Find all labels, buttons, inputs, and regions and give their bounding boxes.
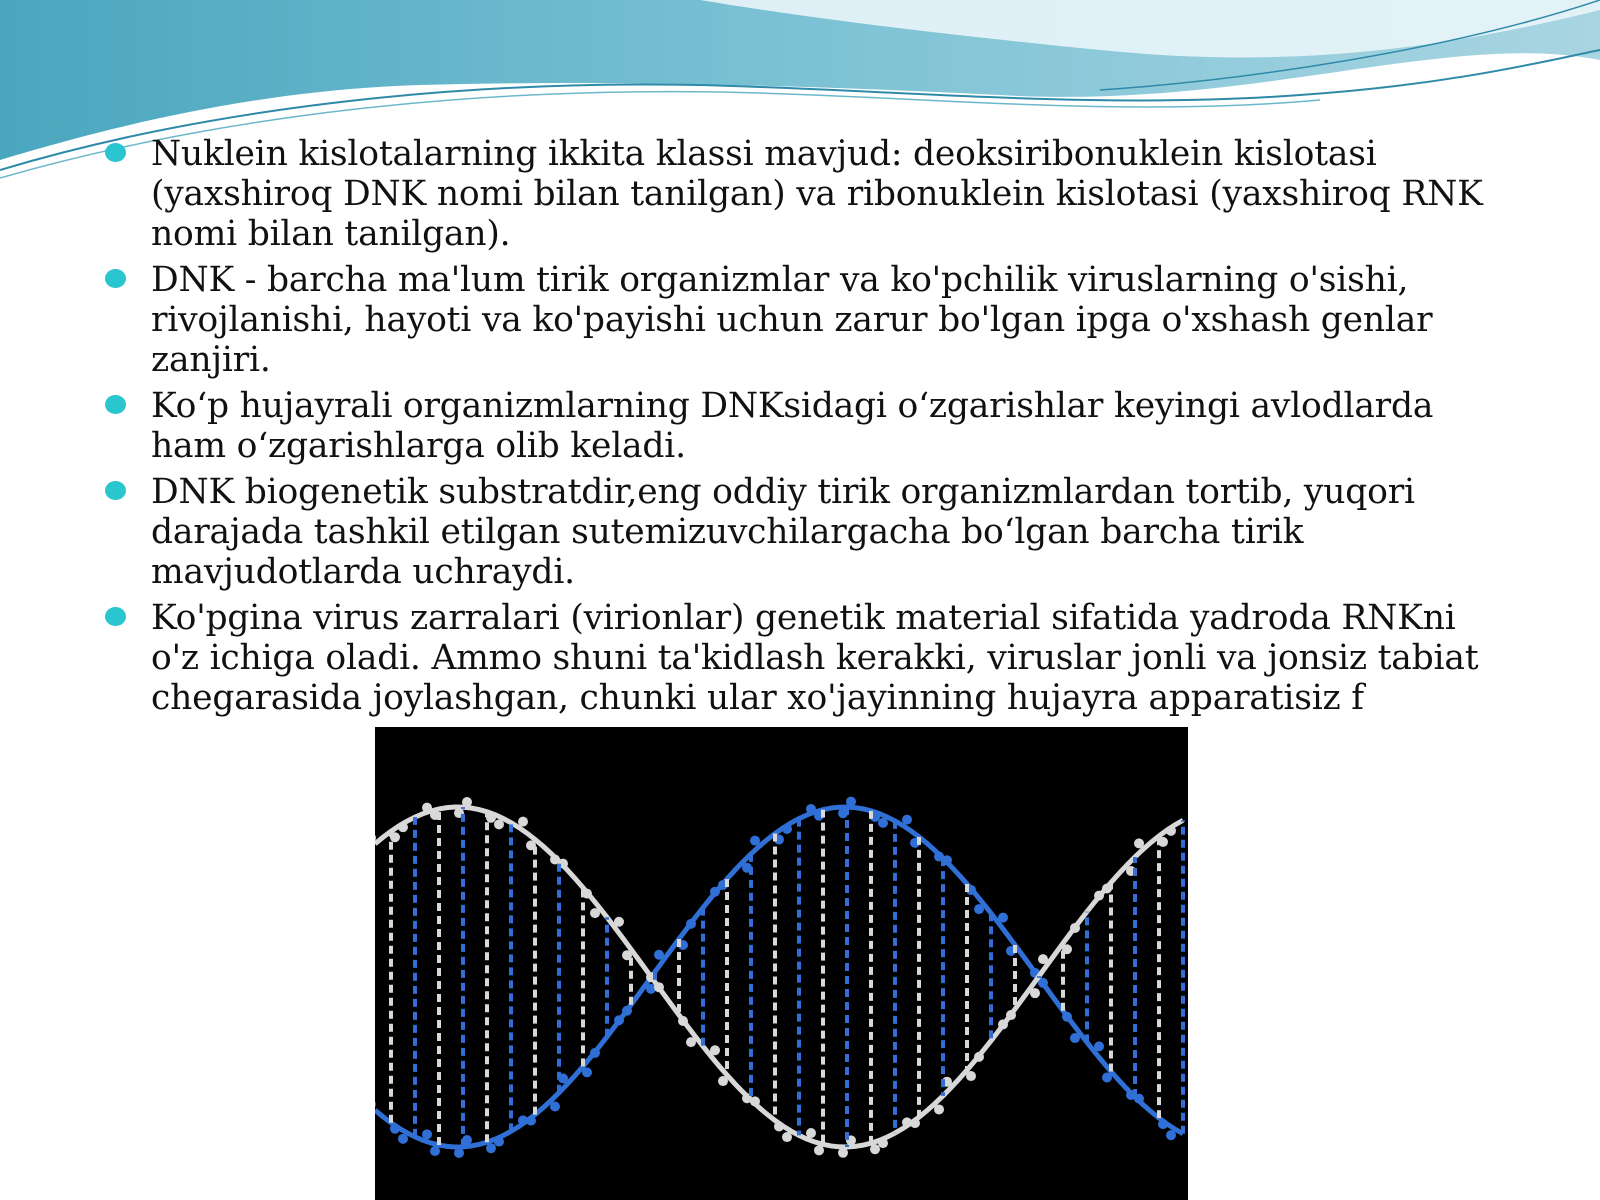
atom-ball	[838, 1148, 848, 1158]
bullet-dot-icon	[105, 481, 126, 500]
atom-ball	[654, 950, 664, 960]
atom-ball	[590, 908, 600, 918]
atom-ball	[462, 797, 472, 807]
atom-ball	[774, 1121, 784, 1131]
atom-ball	[1070, 1033, 1080, 1043]
atom-ball	[398, 1134, 408, 1144]
bullet-dot-icon	[105, 143, 126, 162]
atom-ball	[878, 1138, 888, 1148]
atom-ball	[430, 1146, 440, 1156]
atom-ball	[1094, 1041, 1104, 1051]
atom-ball	[750, 836, 760, 846]
bullet-item	[105, 134, 1505, 254]
atom-ball	[750, 1096, 760, 1106]
atom-ball	[614, 917, 624, 927]
atom-ball	[1094, 891, 1104, 901]
atom-ball	[422, 1129, 432, 1139]
bullet-text: Nuklein kislotalarning ikkita klassi mavjud: deoksiribonuklein kislotasi (yaxshiroq DNK nomi bilan tanilgan) va ribonuklein kislotasi (yaxshiroq RNK nomi bilan tanilgan).	[151, 134, 1483, 254]
atom-ball	[782, 824, 792, 834]
atom-ball	[1102, 1072, 1112, 1082]
atom-ball	[422, 803, 432, 813]
atom-ball	[494, 819, 504, 829]
atom-ball	[974, 1052, 984, 1062]
atom-ball	[934, 1104, 944, 1114]
bullet-item	[105, 472, 1505, 592]
dna-helix-icon	[375, 727, 1188, 1200]
atom-ball	[622, 1006, 632, 1016]
atom-ball	[398, 822, 408, 832]
atom-ball	[678, 1016, 688, 1026]
atom-ball	[1134, 838, 1144, 848]
atom-ball	[782, 1132, 792, 1142]
atom-ball	[486, 1143, 496, 1153]
atom-ball	[526, 1116, 536, 1126]
atom-ball	[1070, 923, 1080, 933]
atom-ball	[550, 1102, 560, 1112]
atom-ball	[590, 1048, 600, 1058]
atom-ball	[1158, 1119, 1168, 1129]
atom-ball	[870, 1144, 880, 1154]
atom-ball	[1166, 1130, 1176, 1140]
bullet-dot-icon	[105, 607, 126, 626]
atom-ball	[878, 818, 888, 828]
bullet-list	[105, 134, 1505, 724]
atom-ball	[998, 913, 1008, 923]
atom-ball	[1038, 954, 1048, 964]
atom-ball	[1006, 1010, 1016, 1020]
atom-ball	[846, 797, 856, 807]
atom-ball	[718, 1076, 728, 1086]
atom-ball	[1166, 826, 1176, 836]
atom-ball	[974, 904, 984, 914]
atom-ball	[582, 1067, 592, 1077]
atom-ball	[806, 1128, 816, 1138]
bullet-item	[105, 598, 1505, 718]
atom-ball	[710, 887, 720, 897]
atom-ball	[454, 1148, 464, 1158]
bullet-dot-icon	[105, 269, 126, 288]
atom-ball	[614, 1015, 624, 1025]
bullet-item	[105, 260, 1505, 380]
atom-ball	[375, 1099, 376, 1109]
bullet-text: DNK biogenetik substratdir,eng oddiy tirik organizmlardan tortib, yuqori darajada tashkil etilgan sutemizuvchilargacha bo‘lgan barcha tirik mavjudotlarda uchraydi.	[151, 472, 1415, 592]
atom-ball	[518, 817, 528, 827]
atom-ball	[910, 1118, 920, 1128]
bullet-text: DNK - barcha ma'lum tirik organizmlar va ko'pchilik viruslarning o'sishi, rivojlanishi, hayoti va ko'payishi uchun zarur bo'lgan ipga o'xshash genlar zanjiri.	[151, 260, 1433, 380]
atom-ball	[1062, 1012, 1072, 1022]
atom-ball	[494, 1137, 504, 1147]
atom-ball	[814, 1145, 824, 1155]
atom-ball	[966, 1071, 976, 1081]
atom-ball	[686, 1037, 696, 1047]
dna-helix-image	[375, 727, 1188, 1200]
bullet-text: Ko‘p hujayrali organizmlarning DNKsidagi o‘zgarishlar keyingi avlodlarda ham o‘zgarishlarga olib keladi.	[151, 386, 1434, 466]
atom-ball	[710, 1045, 720, 1055]
atom-ball	[390, 1124, 400, 1134]
atom-ball	[806, 804, 816, 814]
bullet-text: Ko'pgina virus zarralari (virionlar) genetik material sifatida yadroda RNKni o'z ichiga oladi. Ammo shuni ta'kidlash kerakki, viruslar jonli va jonsiz tabiat chegarasida joylashgan, chunki ular xo'jayinning hujayra apparatisiz f	[151, 598, 1479, 718]
bullet-item	[105, 386, 1505, 466]
atom-ball	[998, 1019, 1008, 1029]
atom-ball	[902, 815, 912, 825]
atom-ball	[1030, 988, 1040, 998]
bullet-dot-icon	[105, 395, 126, 414]
atom-ball	[654, 982, 664, 992]
atom-ball	[686, 919, 696, 929]
